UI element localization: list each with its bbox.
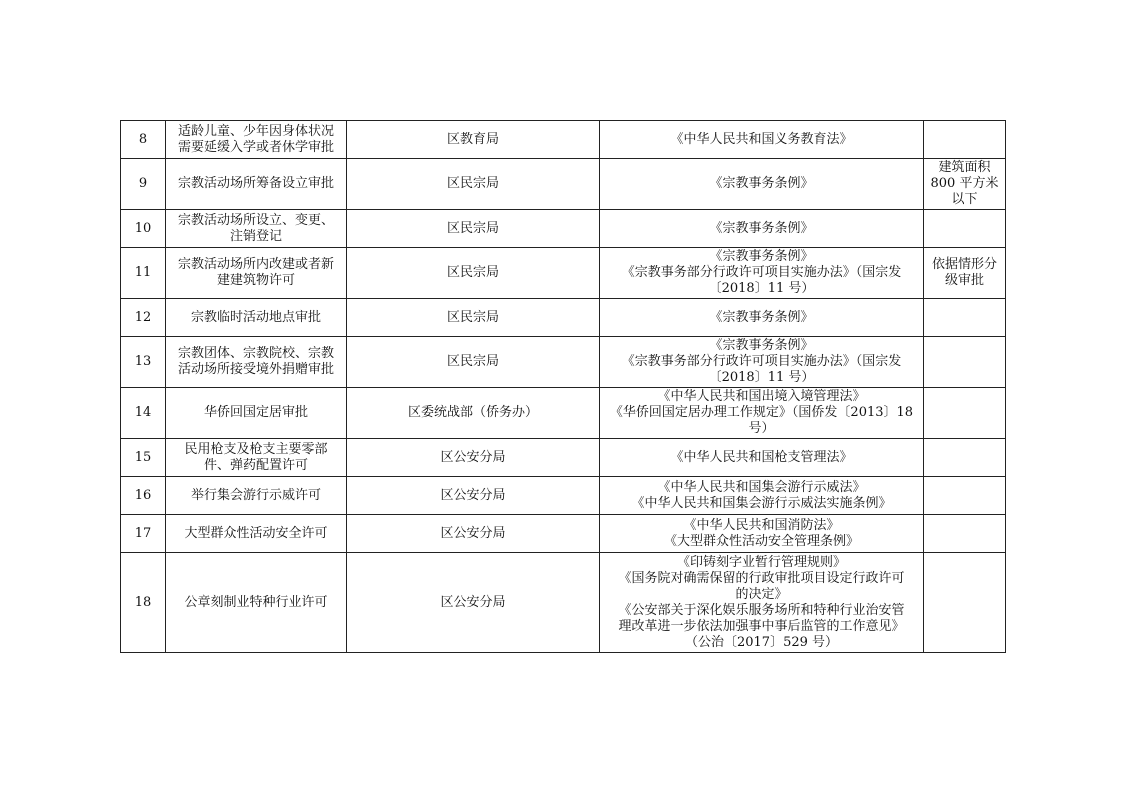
row-index: 17 — [134, 525, 152, 541]
item-name-line: 华侨回国定居审批 — [203, 405, 308, 420]
table-row — [121, 337, 1006, 388]
item-name-line: 宗教临时活动地点审批 — [190, 309, 321, 325]
item-name-line: 活动场所接受境外捐赠审批 — [177, 362, 334, 377]
department-name: 区民宗局 — [446, 220, 499, 236]
item-name-line: 建建筑物许可 — [216, 273, 295, 288]
department-cell — [347, 121, 600, 159]
legal-basis-line: 《中华人民共和国枪支管理法》 — [670, 449, 853, 465]
item-name-cell — [166, 248, 347, 299]
table-row — [121, 439, 1006, 477]
remark-line: 以下 — [951, 192, 978, 207]
item-name-line: 宗教团体、宗教院校、宗教 — [177, 346, 334, 361]
item-name-cell — [166, 299, 347, 337]
row-index-cell — [121, 159, 166, 210]
department-cell — [347, 477, 600, 515]
legal-basis-cell — [600, 248, 924, 299]
legal-basis-line: 《中华人民共和国消防法》 — [683, 517, 840, 533]
table-row — [121, 553, 1006, 653]
remark-line: 级审批 — [944, 273, 984, 288]
item-name-line: 适龄儿童、少年因身体状况 — [177, 123, 334, 139]
legal-basis-line: 《宗教事务条例》 — [709, 338, 814, 353]
item-name-cell — [166, 515, 347, 553]
item-name-line: 宗教活动场所设立、变更、 — [177, 212, 334, 228]
legal-basis-line: 号） — [748, 421, 775, 436]
department-name: 区公安分局 — [440, 525, 506, 541]
remark-cell — [924, 210, 1006, 248]
table-body — [121, 121, 1006, 653]
remark-cell — [924, 299, 1006, 337]
item-name-line: 大型群众性活动安全许可 — [184, 525, 328, 541]
remark-cell — [924, 515, 1006, 553]
legal-basis-line: 《中华人民共和国集会游行示威法实施条例》 — [631, 495, 892, 511]
department-name: 区民宗局 — [446, 265, 499, 280]
legal-basis-line: 《公安部关于深化娱乐服务场所和特种行业治安管 — [618, 602, 905, 618]
legal-basis-line: 《中华人民共和国义务教育法》 — [670, 131, 853, 147]
row-index: 18 — [134, 594, 152, 610]
remark-line: 800 平方米 — [930, 176, 999, 191]
remark-line: 依据情形分 — [931, 257, 997, 272]
row-index: 10 — [134, 220, 152, 236]
department-cell — [347, 337, 600, 388]
table-row — [121, 121, 1006, 159]
legal-basis-cell — [600, 299, 924, 337]
department-cell — [347, 159, 600, 210]
item-name-cell — [166, 477, 347, 515]
legal-basis-line: （公治〔2017〕529 号） — [684, 634, 839, 650]
legal-basis-line: 《中华人民共和国出境入境管理法》 — [657, 389, 866, 404]
legal-basis-cell — [600, 388, 924, 439]
legal-basis-cell — [600, 515, 924, 553]
row-index-cell — [121, 388, 166, 439]
remark-line: 建筑面积 — [938, 160, 991, 175]
row-index: 16 — [134, 487, 152, 503]
item-name-cell — [166, 159, 347, 210]
legal-basis-line: 《宗教事务部分行政许可项目实施办法》（国宗发 — [621, 265, 902, 280]
table-row — [121, 210, 1006, 248]
legal-basis-line: 《印铸刻字业暂行管理规则》 — [676, 554, 846, 570]
row-index: 15 — [134, 449, 152, 465]
item-name-cell — [166, 337, 347, 388]
legal-basis-cell — [600, 210, 924, 248]
department-name: 区公安分局 — [440, 594, 506, 610]
legal-basis-cell — [600, 121, 924, 159]
row-index-cell — [121, 337, 166, 388]
department-cell — [347, 553, 600, 653]
department-name: 区民宗局 — [446, 176, 499, 191]
table-row — [121, 248, 1006, 299]
legal-basis-line: 《宗教事务条例》 — [709, 220, 814, 236]
table-row — [121, 388, 1006, 439]
item-name-line: 宗教活动场所筹备设立审批 — [177, 176, 334, 191]
legal-basis-line: 《宗教事务条例》 — [709, 249, 814, 264]
row-index-cell — [121, 553, 166, 653]
legal-basis-line: 《宗教事务条例》 — [709, 309, 814, 325]
department-cell — [347, 439, 600, 477]
legal-basis-line: 《华侨回国定居办理工作规定》（国侨发〔2013〕18 — [609, 405, 914, 420]
remark-cell — [924, 121, 1006, 159]
department-name: 区民宗局 — [446, 309, 499, 325]
remark-cell — [924, 159, 1006, 210]
department-name: 区委统战部（侨务办） — [407, 405, 538, 420]
item-name-cell — [166, 121, 347, 159]
legal-basis-line: 《宗教事务条例》 — [709, 176, 814, 191]
department-cell — [347, 515, 600, 553]
department-name: 区公安分局 — [440, 487, 506, 503]
legal-basis-cell — [600, 553, 924, 653]
item-name-cell — [166, 553, 347, 653]
table-row — [121, 299, 1006, 337]
table-row — [121, 515, 1006, 553]
item-name-cell — [166, 388, 347, 439]
approval-items-table — [120, 120, 1006, 653]
legal-basis-line: 《国务院对确需保留的行政审批项目设定行政许可 — [618, 570, 905, 586]
legal-basis-line: 《宗教事务部分行政许可项目实施办法》（国宗发 — [621, 354, 902, 369]
department-name: 区民宗局 — [446, 354, 499, 369]
row-index: 11 — [134, 265, 152, 280]
row-index-cell — [121, 299, 166, 337]
legal-basis-cell — [600, 159, 924, 210]
table-row — [121, 159, 1006, 210]
legal-basis-line: 〔2018〕11 号） — [708, 281, 815, 296]
legal-basis-line: 《大型群众性活动安全管理条例》 — [663, 533, 859, 549]
legal-basis-line: 的决定》 — [735, 586, 788, 602]
remark-cell — [924, 477, 1006, 515]
row-index-cell — [121, 515, 166, 553]
row-index-cell — [121, 439, 166, 477]
legal-basis-cell — [600, 337, 924, 388]
item-name-line: 公章刻制业特种行业许可 — [184, 594, 328, 610]
legal-basis-cell — [600, 477, 924, 515]
row-index-cell — [121, 477, 166, 515]
legal-basis-line: 〔2018〕11 号） — [708, 370, 815, 385]
item-name-line: 注销登记 — [229, 228, 282, 244]
remark-cell — [924, 248, 1006, 299]
item-name-cell — [166, 210, 347, 248]
item-name-cell — [166, 439, 347, 477]
legal-basis-cell — [600, 439, 924, 477]
remark-cell — [924, 388, 1006, 439]
department-cell — [347, 299, 600, 337]
item-name-line: 件、弹药配置许可 — [203, 457, 308, 473]
row-index: 14 — [134, 405, 152, 420]
table-row — [121, 477, 1006, 515]
remark-cell — [924, 553, 1006, 653]
row-index-cell — [121, 121, 166, 159]
remark-cell — [924, 439, 1006, 477]
row-index: 8 — [138, 131, 148, 147]
item-name-line: 需要延缓入学或者休学审批 — [177, 139, 334, 155]
legal-basis-line: 《中华人民共和国集会游行示威法》 — [657, 479, 866, 495]
row-index-cell — [121, 248, 166, 299]
row-index: 12 — [134, 309, 152, 325]
department-cell — [347, 388, 600, 439]
row-index-cell — [121, 210, 166, 248]
row-index: 13 — [134, 354, 152, 369]
department-cell — [347, 210, 600, 248]
department-name: 区教育局 — [446, 131, 499, 147]
item-name-line: 举行集会游行示威许可 — [190, 487, 321, 503]
legal-basis-line: 理改革进一步依法加强事中事后监管的工作意见》 — [618, 618, 905, 634]
department-cell — [347, 248, 600, 299]
row-index: 9 — [138, 176, 148, 191]
remark-cell — [924, 337, 1006, 388]
department-name: 区公安分局 — [440, 449, 506, 465]
item-name-line: 民用枪支及枪支主要零部 — [184, 441, 328, 457]
item-name-line: 宗教活动场所内改建或者新 — [177, 257, 334, 272]
